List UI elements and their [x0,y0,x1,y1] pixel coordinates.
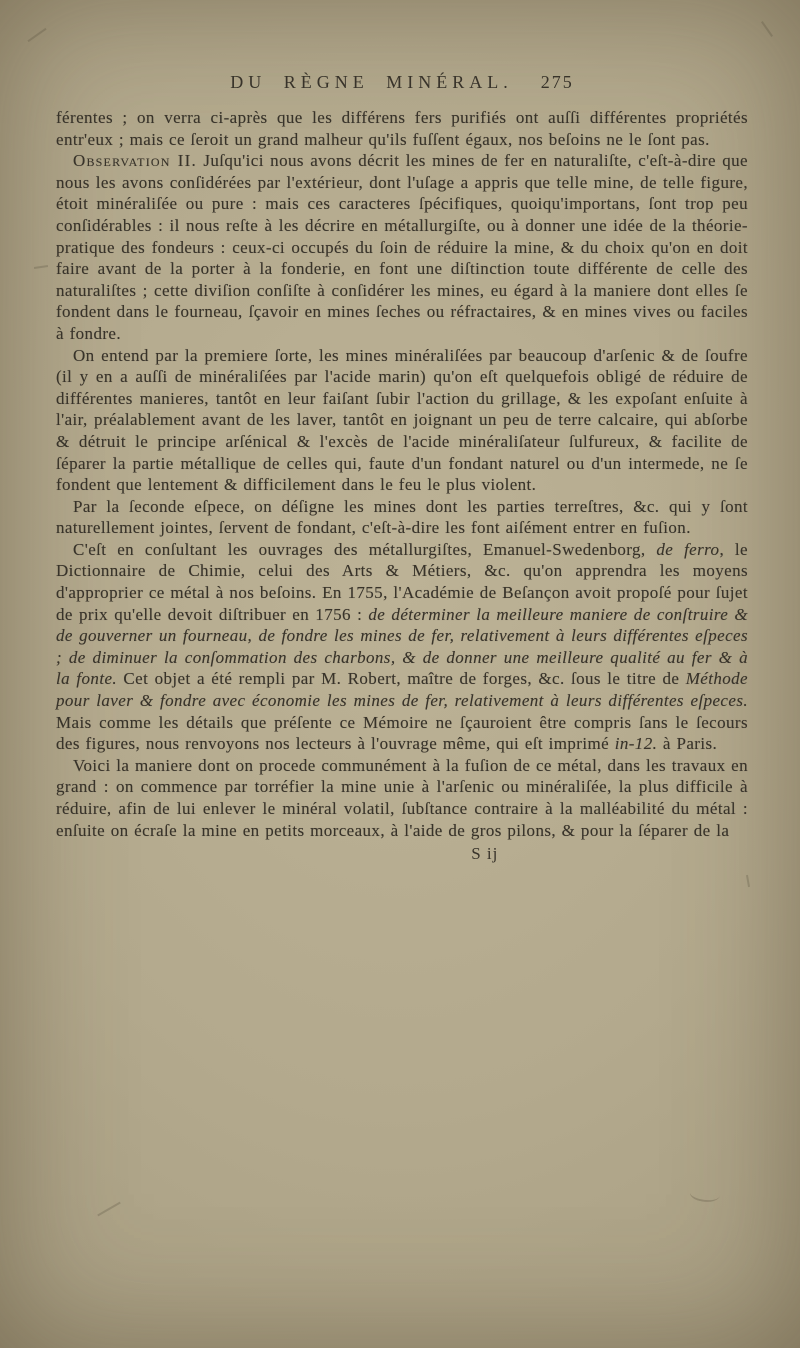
body-text: Mais comme les détails que préſente ce Mémoire ne ſçauroient être compris ſans le ſecours des figures, nous renvoyons nos lecteurs à l'ouvrage même, qui eſt imprimé [56,712,748,754]
paragraphs [56,107,748,841]
page-number: 275 [540,72,574,92]
gathering-signature: S ij [471,844,499,864]
paragraph [56,496,748,539]
running-head [56,72,748,93]
body-text: férentes ; on verra ci-après que les différens fers purifiés ont auſſi différentes propriétés entr'eux ; mais ce ſeroit un grand malheur qu'ils fuſſent égaux, nos beſoins ne le ſont pas. [56,108,748,149]
body-text: C'eſt en conſultant les ouvrages des métallurgiſtes, Emanuel-Swedenborg, [73,539,657,559]
ink-mark [746,875,750,887]
ink-mark [97,1202,121,1217]
paragraph [56,150,748,344]
body-text: à Paris. [657,734,718,754]
ink-mark [689,1183,722,1205]
italic-text: in-12. [614,734,658,754]
text-block [56,72,748,864]
smallcaps-text: Observation II. [73,151,197,171]
page-title: DU RÈGNE MINÉRAL. [230,72,513,92]
italic-text: Méthode pour laver & fondre avec économie les mines de fer, relativement à leurs différentes eſpeces. [56,669,748,711]
margin-dash [34,265,48,269]
paragraph [56,107,748,150]
body-text: Par la ſeconde eſpece, on déſigne les mines dont les parties terreſtres, &c. qui y ſont naturellement jointes, ſervent de fondant, c'eſt-à-dire les font aiſément entrer en fuſion. [56,496,748,538]
italic-text: de déterminer la meilleure maniere de conſtruire & de gouverner un fourneau, de fondre les mines de fer, relativement à leurs différentes eſpeces ; de diminuer la conſommation des charbons, & de donner une meilleure qualité au fer & à la fonte. [56,604,748,689]
body-text: Juſqu'ici nous avons décrit les mines de fer en naturaliſte, c'eſt-à-dire que nous les avons conſidérées par l'extérieur, dont l'uſage a appris que telle mine, de telle figure, étoit minéraliſée ou pure : mais ces caracteres ſpécifiques, quoiqu'importans, ſont trop peu conſidérables : il nous reſte à les décrire en métallurgiſte, ou à donner une idée de la théorie-pratique des fondeurs : ceux-ci occupés du ſoin de réduire la mine, & du choix qu'on en doit faire avant de la porter à la fonderie, en font une diſtinction toute différente de celle des naturaliſtes ; cette diviſion conſiſte à conſidérer les mines, eu égard à la maniere dont elles ſe fondent dans le fourneau, ſçavoir en mines ſeches ou réfractaires, & en mines vives ou faciles à fondre. [56,151,749,343]
italic-text: de ferro [656,539,720,559]
body-text: Voici la maniere dont on procede communément à la fuſion de ce métal, dans les travaux en grand : on commence par torréfier la mine unie à l'arſenic ou minéraliſée, la plus difficile à réduire, afin de lui enlever le minéral volatil, ſubſtance contraire à la malléabilité du métal : enſuite on écraſe la mine en petits morceaux, à l'aide de gros pilons, & pour la ſéparer de la [56,755,748,840]
ink-mark [27,28,46,42]
body-text: On entend par la premiere ſorte, les mines minéraliſées par beaucoup d'arſenic & de ſoufre (il y en a auſſi de minéraliſées par l'acide marin) qu'on eſt quelquefois obligé de réduire de différentes manieres, tantôt en leur faiſant ſubir l'action du grillage, & les expoſant enſuite à l'air, préalablement avant de les laver, tantôt en joignant un peu de terre calcaire, qui abſorbe & détruit le principe arſénical & l'excès de l'acide minéraliſateur ſulfureux, & facilite de ſéparer la partie métallique de celles qui, faute d'un fondant naturel ou d'un intermede, ne ſe fondent que lentement & difficilement dans le feu le plus violent. [56,345,748,495]
body-text: , le Dictionnaire de Chimie, celui des Arts & Métiers, &c. qu'on apprendra les moyens d'approprier ce métal à nos beſoins. En 1755, l'Académie de Beſançon avoit propoſé pour ſujet de prix qu'elle devoit diſtribuer en 1756 : [56,539,748,624]
paragraph [56,345,748,496]
body-text: Cet objet a été rempli par M. Robert, maître de forges, &c. ſous le titre de [117,669,686,689]
paragraph [56,755,748,841]
paragraph [56,539,748,755]
ink-mark [761,21,773,37]
